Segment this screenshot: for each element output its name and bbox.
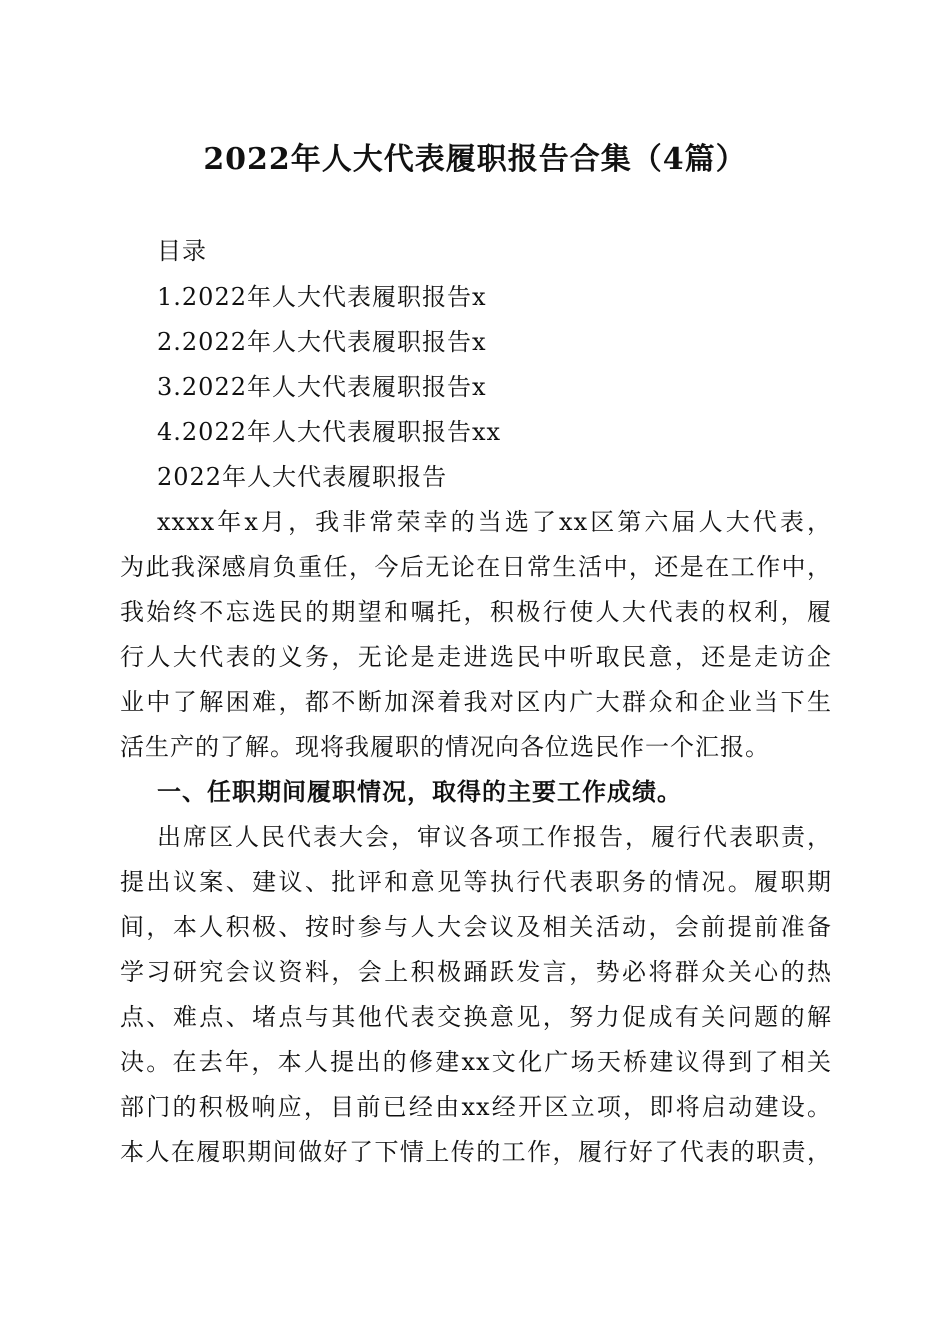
paragraph-line: 学习研究会议资料，会上积极踊跃发言，势必将群众关心的热 bbox=[120, 958, 832, 986]
toc-item-3: 3.2022年人大代表履职报告x bbox=[157, 373, 487, 401]
paragraph-line: 决。在去年，本人提出的修建xx文化广场天桥建议得到了相关 bbox=[120, 1048, 832, 1076]
paragraph-line: 点、难点、堵点与其他代表交换意见，努力促成有关问题的解 bbox=[120, 1003, 832, 1031]
paragraph-line: 业中了解困难，都不断加深着我对区内广大群众和企业当下生 bbox=[120, 688, 832, 716]
section-heading: 一、任职期间履职情况，取得的主要工作成绩。 bbox=[157, 778, 682, 806]
paragraph-line: xxxx年x月，我非常荣幸的当选了xx区第六届人大代表， bbox=[157, 508, 832, 536]
toc-item-1: 1.2022年人大代表履职报告x bbox=[157, 283, 487, 311]
article-title: 2022年人大代表履职报告 bbox=[157, 463, 448, 491]
toc-heading: 目录 bbox=[157, 237, 207, 265]
document-title: 2022年人大代表履职报告合集（4篇） bbox=[203, 142, 747, 177]
paragraph-line: 我始终不忘选民的期望和嘱托，积极行使人大代表的权利，履 bbox=[120, 598, 832, 626]
toc-item-4: 4.2022年人大代表履职报告xx bbox=[157, 418, 502, 446]
paragraph-line: 出席区人民代表大会，审议各项工作报告，履行代表职责， bbox=[157, 823, 832, 851]
paragraph-line: 间，本人积极、按时参与人大会议及相关活动，会前提前准备 bbox=[120, 913, 832, 941]
paragraph-line: 本人在履职期间做好了下情上传的工作，履行好了代表的职责， bbox=[120, 1138, 832, 1166]
paragraph-line: 提出议案、建议、批评和意见等执行代表职务的情况。履职期 bbox=[120, 868, 832, 896]
paragraph-line: 行人大代表的义务，无论是走进选民中听取民意，还是走访企 bbox=[120, 643, 832, 671]
paragraph-line: 为此我深感肩负重任，今后无论在日常生活中，还是在工作中， bbox=[120, 553, 832, 581]
paragraph-line: 活生产的了解。现将我履职的情况向各位选民作一个汇报。 bbox=[120, 733, 770, 761]
paragraph-line: 部门的积极响应，目前已经由xx经开区立项，即将启动建设。 bbox=[120, 1093, 832, 1121]
toc-item-2: 2.2022年人大代表履职报告x bbox=[157, 328, 487, 356]
